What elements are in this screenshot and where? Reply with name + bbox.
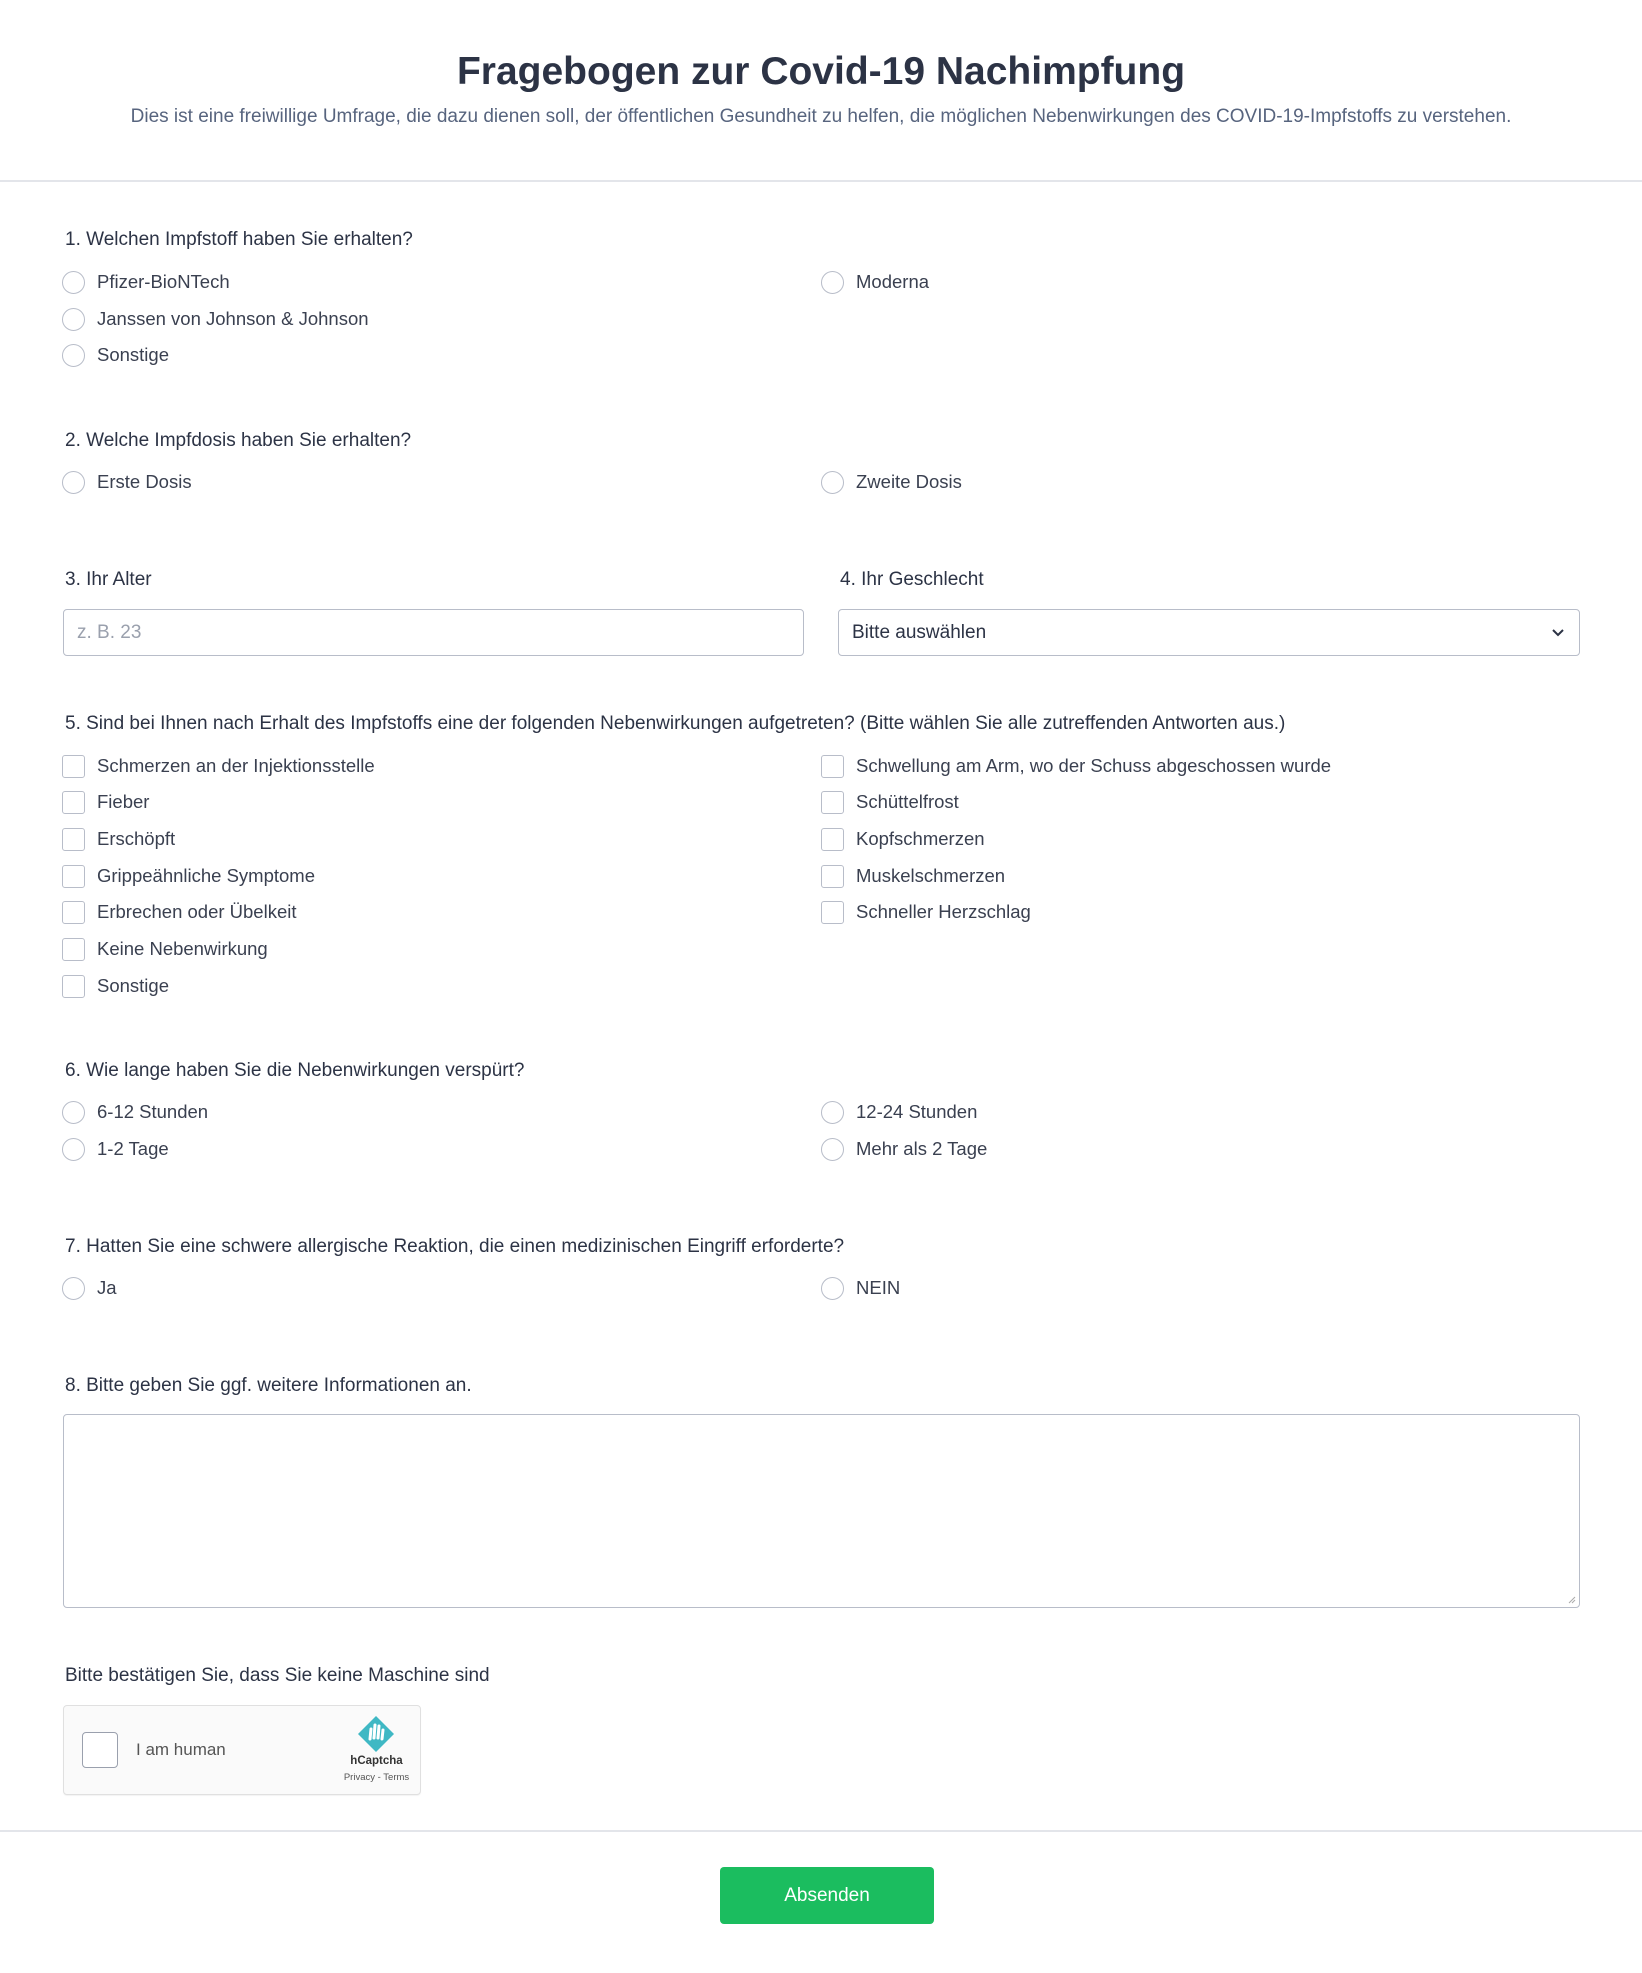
question-6-label: 6. Wie lange haben Sie die Nebenwirkungen verspürt? <box>65 1060 525 1081</box>
option-label: Muskelschmerzen <box>856 865 1006 886</box>
question-4-label: 4. Ihr Geschlecht <box>840 569 984 590</box>
radio-option[interactable] <box>62 1097 208 1127</box>
checkbox[interactable] <box>62 828 85 851</box>
radio-option[interactable] <box>62 340 169 370</box>
radio-button[interactable] <box>821 471 844 494</box>
checkbox[interactable] <box>62 975 85 998</box>
checkbox[interactable] <box>62 901 85 924</box>
hcaptcha-logo-icon <box>357 1715 395 1753</box>
header-divider <box>0 180 1642 182</box>
captcha-checkbox[interactable] <box>82 1732 118 1768</box>
submit-button[interactable]: Absenden <box>720 1867 934 1924</box>
question-3-label: 3. Ihr Alter <box>65 569 152 590</box>
question-5-label: 5. Sind bei Ihnen nach Erhalt des Impfstoffs eine der folgenden Nebenwirkungen aufgetreten? (Bitte wählen Sie alle zutreffenden Antworten aus.) <box>65 713 1286 734</box>
radio-button[interactable] <box>821 1138 844 1161</box>
option-label: Mehr als 2 Tage <box>856 1138 988 1159</box>
checkbox-option[interactable] <box>62 787 149 817</box>
option-label: Janssen von Johnson & Johnson <box>97 308 369 329</box>
radio-option[interactable] <box>62 267 230 297</box>
radio-option[interactable] <box>62 1134 169 1164</box>
radio-option[interactable] <box>821 1273 900 1303</box>
option-label: Fieber <box>97 791 150 812</box>
radio-button[interactable] <box>62 1138 85 1161</box>
option-label: Schmerzen an der Injektionsstelle <box>97 755 375 776</box>
option-label: Sonstige <box>97 344 169 365</box>
option-label: Schwellung am Arm, wo der Schuss abgeschossen wurde <box>856 755 1332 776</box>
radio-button[interactable] <box>62 1101 85 1124</box>
checkbox-option[interactable] <box>62 934 268 964</box>
checkbox-option[interactable] <box>62 971 169 1001</box>
gender-select[interactable] <box>838 609 1580 656</box>
captcha-links: Privacy - Terms <box>343 1772 410 1783</box>
option-label: Erste Dosis <box>97 471 192 492</box>
radio-option[interactable] <box>821 1134 987 1164</box>
option-label: Schneller Herzschlag <box>856 901 1031 922</box>
radio-button[interactable] <box>62 344 85 367</box>
radio-button[interactable] <box>62 471 85 494</box>
option-label: Pfizer-BioNTech <box>97 271 230 292</box>
checkbox-option[interactable] <box>62 897 297 927</box>
checkbox[interactable] <box>62 938 85 961</box>
chevron-down-icon <box>1551 628 1565 638</box>
radio-option[interactable] <box>62 304 369 334</box>
age-placeholder: z. B. 23 <box>77 621 142 643</box>
option-label: Kopfschmerzen <box>856 828 985 849</box>
checkbox-option[interactable] <box>821 897 1031 927</box>
checkbox[interactable] <box>821 828 844 851</box>
checkbox[interactable] <box>821 755 844 778</box>
checkbox-option[interactable] <box>821 861 1005 891</box>
terms-link[interactable]: Terms <box>383 1772 410 1783</box>
checkbox[interactable] <box>62 865 85 888</box>
option-label: Schüttelfrost <box>856 791 959 812</box>
radio-option[interactable] <box>821 467 962 497</box>
form-subtitle: Dies ist eine freiwillige Umfrage, die dazu dienen soll, der öffentlichen Gesundheit zu helfen, die möglichen Nebenwirkungen des COVID-19-Impfstoffs zu verstehen. <box>130 106 1512 127</box>
radio-option[interactable] <box>62 467 192 497</box>
option-label: Moderna <box>856 271 930 292</box>
checkbox[interactable] <box>62 755 85 778</box>
option-label: Keine Nebenwirkung <box>97 938 268 959</box>
option-label: Zweite Dosis <box>856 471 962 492</box>
option-label: Sonstige <box>97 975 169 996</box>
radio-button[interactable] <box>62 1277 85 1300</box>
checkbox-option[interactable] <box>62 861 315 891</box>
radio-button[interactable] <box>62 271 85 294</box>
checkbox-option[interactable] <box>821 787 959 817</box>
footer-divider <box>0 1830 1642 1832</box>
option-label: NEIN <box>856 1277 901 1298</box>
checkbox[interactable] <box>821 901 844 924</box>
checkbox-option[interactable] <box>821 751 1331 781</box>
checkbox-option[interactable] <box>62 751 375 781</box>
hcaptcha-brand: hCaptcha <box>350 1755 403 1767</box>
question-8-label: 8. Bitte geben Sie ggf. weitere Informationen an. <box>65 1375 472 1396</box>
checkbox[interactable] <box>821 865 844 888</box>
captcha-checkbox-label: I am human <box>136 1740 226 1759</box>
checkbox-option[interactable] <box>821 824 985 854</box>
radio-option[interactable] <box>821 267 929 297</box>
gender-selected-value: Bitte auswählen <box>852 621 987 643</box>
checkbox-option[interactable] <box>62 824 175 854</box>
radio-button[interactable] <box>821 1101 844 1124</box>
captcha-label: Bitte bestätigen Sie, dass Sie keine Maschine sind <box>65 1665 490 1686</box>
radio-option[interactable] <box>821 1097 977 1127</box>
privacy-link[interactable]: Privacy <box>343 1772 375 1783</box>
option-label: Erbrechen oder Übelkeit <box>97 901 297 922</box>
radio-button[interactable] <box>821 1277 844 1300</box>
resize-handle-icon[interactable] <box>1567 1595 1576 1604</box>
form-title: Fragebogen zur Covid-19 Nachimpfung <box>456 50 1186 93</box>
checkbox[interactable] <box>62 791 85 814</box>
checkbox[interactable] <box>821 791 844 814</box>
option-label: 6-12 Stunden <box>97 1101 209 1122</box>
option-label: 12-24 Stunden <box>856 1101 978 1122</box>
question-1-label: 1. Welchen Impfstoff haben Sie erhalten? <box>65 229 413 250</box>
option-label: Erschöpft <box>97 828 176 849</box>
age-input[interactable] <box>63 609 804 656</box>
radio-option[interactable] <box>62 1273 117 1303</box>
question-2-label: 2. Welche Impfdosis haben Sie erhalten? <box>65 430 412 451</box>
option-label: Ja <box>97 1277 117 1298</box>
additional-info-textarea[interactable] <box>63 1414 1580 1608</box>
option-label: Grippeähnliche Symptome <box>97 865 315 886</box>
hcaptcha-widget <box>63 1705 421 1795</box>
radio-button[interactable] <box>821 271 844 294</box>
question-7-label: 7. Hatten Sie eine schwere allergische Reaktion, die einen medizinischen Eingriff erforderte? <box>65 1236 845 1257</box>
option-label: 1-2 Tage <box>97 1138 169 1159</box>
radio-button[interactable] <box>62 308 85 331</box>
